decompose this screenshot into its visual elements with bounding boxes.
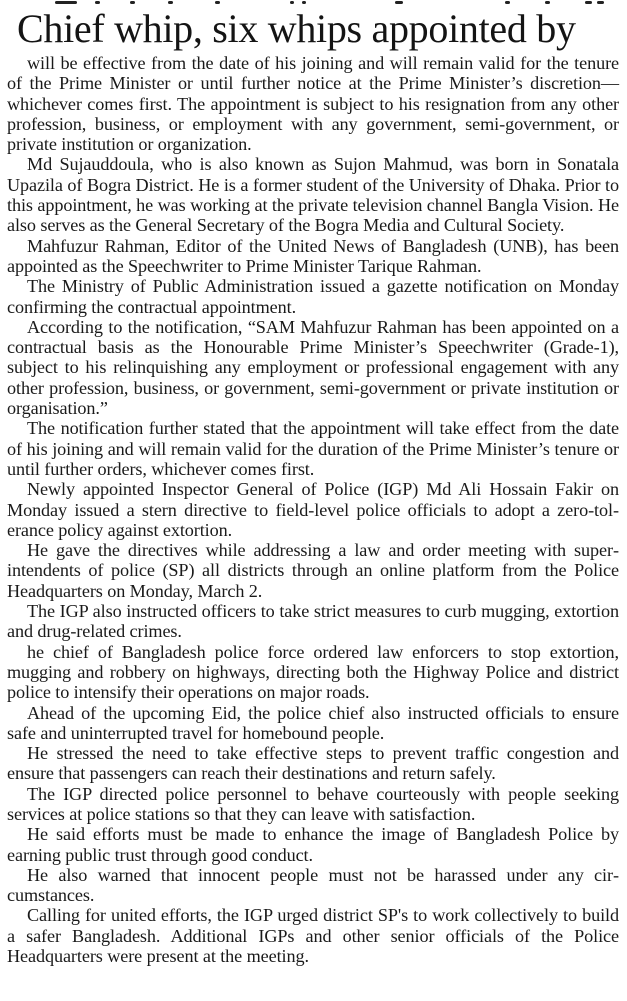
- article-paragraph: Ahead of the upcoming Eid, the police chief also instructed officials to ensure safe and uninterrupted travel for homebound people.: [7, 702, 619, 743]
- text-fragment-mark: [95, 1, 100, 4]
- cropped-line-fragments: [0, 0, 627, 6]
- article-paragraph: The IGP also instructed officers to take strict measures to curb mugging, extortion and drug-related crimes.: [7, 601, 619, 642]
- article-body: [0, 53, 627, 966]
- article-paragraph: he chief of Bangladesh police force ordered law enforcers to stop extortion, mugging and robbery on highways, directing both the Highway Police and district police to intensify their operations on major roads.: [7, 641, 619, 703]
- article-paragraph: The IGP directed police personnel to behave courteously with people seeking services at police stations so that they can leave with satisfaction.: [7, 783, 619, 824]
- text-fragment-mark: [290, 1, 294, 4]
- article-paragraph: The Ministry of Public Administration issued a gazette notification on Monday confirming the contractual appointment.: [7, 276, 619, 317]
- article-paragraph: Calling for united efforts, the IGP urged district SP's to work collectively to build a safer Bangladesh. Additional IGPs and other senior officials of the Police Headquarters were present at the meeting.: [7, 905, 619, 967]
- text-fragment-mark: [302, 1, 306, 4]
- article-paragraph: According to the notification, “SAM Mahfuzur Rahman has been appointed on a contractual basis as the Honourable Prime Minister’s Speechwriter (Grade-1), subject to his relinquishing any employment or professional engagement with any other profession, business, or government, semi-government or private institution or organisation.”: [7, 316, 619, 419]
- article-paragraph: The notification further stated that the appointment will take effect from the date of his joining and will remain valid for the duration of the Prime Minister’s tenure or until further orders, whichever comes first.: [7, 418, 619, 479]
- text-fragment-mark: [505, 1, 510, 4]
- text-fragment-mark: [597, 1, 604, 4]
- text-fragment-mark: [215, 1, 220, 4]
- text-fragment-mark: [395, 1, 403, 4]
- text-fragment-mark: [55, 1, 77, 4]
- article-paragraph: Mahfuzur Rahman, Editor of the United News of Bangladesh (UNB), has been appointed as the Speechwriter to Prime Minister Tarique Rahman.: [7, 235, 619, 276]
- article-paragraph: He gave the directives while addressing a law and order meeting with superintendents of police (SP) all districts through an online platform from the Police Headquarters on Monday, March 2.: [7, 540, 619, 601]
- text-fragment-mark: [545, 1, 550, 4]
- text-fragment-mark: [130, 1, 135, 4]
- text-fragment-mark: [168, 1, 173, 4]
- text-fragment-mark: [585, 1, 592, 4]
- article-paragraph: He said efforts must be made to enhance the image of Bangladesh Police by earning public trust through good conduct.: [7, 824, 619, 865]
- article-headline: Chief whip, six whips appointed by: [17, 6, 576, 51]
- article-paragraph: He stressed the need to take effective steps to prevent traffic congestion and ensure that passengers can reach their destinations and return safely.: [7, 743, 619, 784]
- article-paragraph: will be effective from the date of his joining and will remain valid for the tenure of the Prime Minister or until further notice at the Prime Minister’s discretion—whichever comes first. The appointment is subject to his resignation from any other profession, business, or employment with any government, semi-government, or private institution or organization.: [7, 53, 619, 155]
- article-paragraph: Md Sujauddoula, who is also known as Sujon Mahmud, was born in Sonatala Upazila of Bogra District. He is a former student of the University of Dhaka. Prior to this appointment, he was working at the private television channel Bangla Vision. He also serves as the General Secretary of the Bogra Media and Cultural Society.: [7, 154, 619, 236]
- article-paragraph: Newly appointed Inspector General of Police (IGP) Md Ali Hossain Fakir on Monday issued a stern directive to field-level police officials to adopt a zero-tolerance policy against extortion.: [7, 479, 619, 540]
- article-paragraph: He also warned that innocent people must not be harassed under any circumstances.: [7, 864, 619, 906]
